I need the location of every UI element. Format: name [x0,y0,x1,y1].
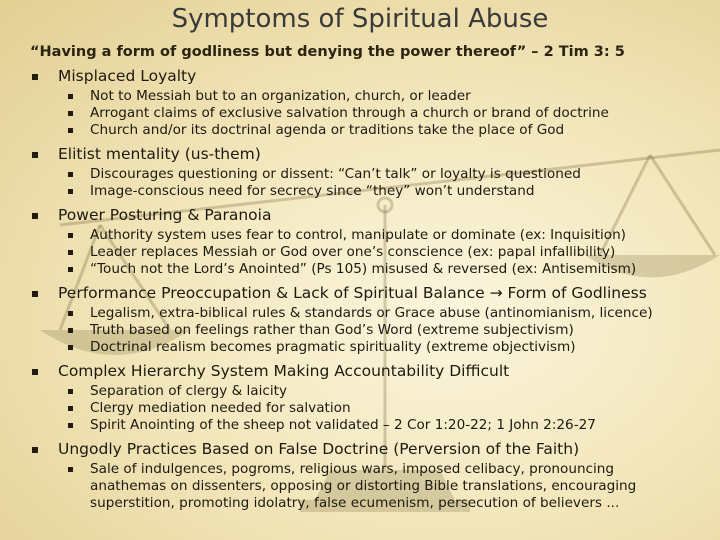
symptom-detail-text: Clergy mediation needed for salvation [90,400,351,416]
symptom-detail-item [32,400,716,417]
symptom-heading-text: Misplaced Loyalty [58,67,197,85]
bullet-list [32,65,716,517]
symptom-detail-item [32,183,716,200]
symptom-detail-text: Spirit Anointing of the sheep not validated – 2 Cor 1:20-22; 1 John 2:26-27 [90,417,596,433]
symptom-details [32,166,716,200]
symptom-detail-text: Image-conscious need for secrecy since “they” won’t understand [90,183,535,199]
symptom-detail-item [32,417,716,434]
square-bullet-icon [32,369,38,375]
slide-title: Symptoms of Spiritual Abuse [171,4,549,34]
symptom-detail-item [32,305,716,322]
symptom-heading-text: Complex Hierarchy System Making Accountability Difficult [58,362,510,380]
symptom-heading [32,439,716,460]
symptom-detail-text: Not to Messiah but to an organization, church, or leader [90,88,471,104]
symptom-detail-item [32,339,716,356]
square-bullet-icon [32,152,38,158]
symptom-detail-text: Sale of indulgences, pogroms, religious wars, imposed celibacy, pronouncing anathemas on dissenters, opposing or distorting Bible translations, encouraging superstition, promoting idolatry, false ecumenism, persecution of believers ... [90,461,637,511]
symptom-detail-text: Leader replaces Messiah or God over one’s conscience (ex: papal infallibility) [90,244,616,260]
symptom-heading [32,144,716,165]
symptom-heading-text: Elitist mentality (us-them) [58,145,261,163]
symptom-detail-text: Truth based on feelings rather than God’s Word (extreme subjectivism) [90,322,574,338]
square-bullet-icon [32,291,38,297]
symptom-detail-item [32,105,716,122]
square-bullet-icon [68,94,73,99]
square-bullet-icon [68,233,73,238]
square-bullet-icon [68,406,73,411]
symptom-heading-text: Performance Preoccupation & Lack of Spiritual Balance → Form of Godliness [58,284,647,302]
square-bullet-icon [32,74,38,80]
square-bullet-icon [68,172,73,177]
symptom-heading [32,361,716,382]
symptom-detail-item [32,166,716,183]
symptom-heading [32,66,716,87]
symptom-detail-text: Legalism, extra-biblical rules & standards or Grace abuse (antinomianism, licence) [90,305,653,321]
symptom-details [32,88,716,139]
symptom-details [32,461,716,512]
symptom-details [32,227,716,278]
square-bullet-icon [68,345,73,350]
symptom-detail-text: Church and/or its doctrinal agenda or traditions take the place of God [90,122,565,138]
symptom-detail-item [32,322,716,339]
symptom-details [32,305,716,356]
square-bullet-icon [68,311,73,316]
symptom-heading [32,205,716,226]
symptom-heading [32,283,716,304]
symptom-detail-text: Authority system uses fear to control, manipulate or dominate (ex: Inquisition) [90,227,626,243]
square-bullet-icon [68,267,73,272]
symptom-detail-item [32,461,716,512]
square-bullet-icon [68,250,73,255]
symptom-detail-item [32,261,716,278]
symptom-detail-text: Doctrinal realism becomes pragmatic spirituality (extreme objectivism) [90,339,576,355]
square-bullet-icon [68,467,73,472]
symptom-detail-text: Discourages questioning or dissent: “Can’t talk” or loyalty is questioned [90,166,581,182]
symptom-heading-text: Ungodly Practices Based on False Doctrine (Perversion of the Faith) [58,440,580,458]
square-bullet-icon [32,447,38,453]
symptom-detail-item [32,122,716,139]
symptom-detail-item [32,88,716,105]
symptom-detail-item [32,227,716,244]
symptom-detail-text: “Touch not the Lord’s Anointed” (Ps 105) misused & reversed (ex: Antisemitism) [90,261,637,277]
symptom-details [32,383,716,434]
square-bullet-icon [68,389,73,394]
symptom-detail-item [32,244,716,261]
square-bullet-icon [68,189,73,194]
symptom-heading-text: Power Posturing & Paranoia [58,206,272,224]
square-bullet-icon [32,213,38,219]
square-bullet-icon [68,423,73,428]
square-bullet-icon [68,111,73,116]
symptom-detail-item [32,383,716,400]
symptom-detail-text: Arrogant claims of exclusive salvation through a church or brand of doctrine [90,105,609,121]
scripture-subtitle: “Having a form of godliness but denying the power thereof” – 2 Tim 3: 5 [30,44,625,60]
symptom-detail-text: Separation of clergy & laicity [90,383,288,399]
square-bullet-icon [68,128,73,133]
square-bullet-icon [68,328,73,333]
